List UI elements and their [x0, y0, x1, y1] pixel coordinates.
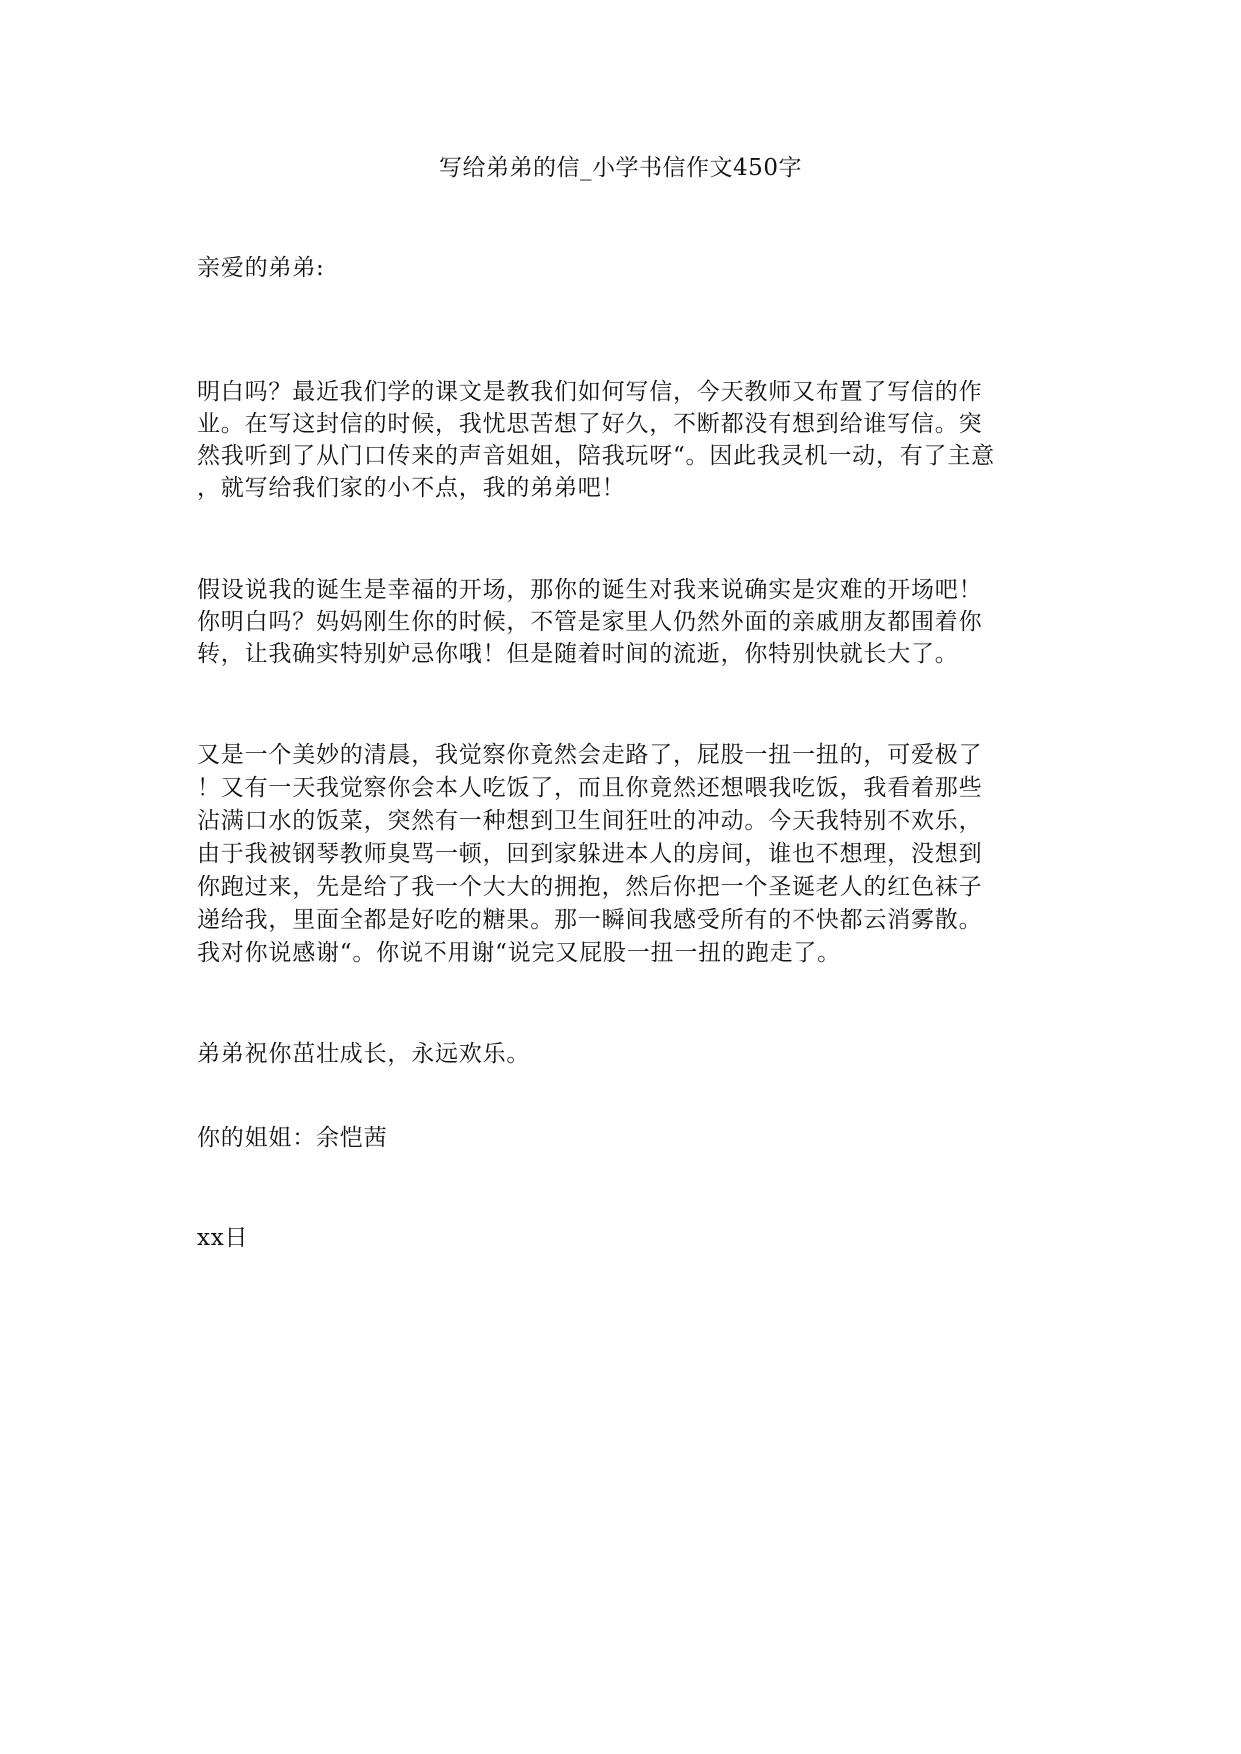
paragraph-line: 然我听到了从门口传来的声音姐姐，陪我玩呀“。因此我灵机一动，有了主意 — [197, 443, 995, 469]
closing-line: 弟弟祝你茁壮成长，永远欢乐。 — [197, 1041, 531, 1067]
paragraph-line: 你明白吗？妈妈刚生你的时候，不管是家里人仍然外面的亲戚朋友都围着你 — [197, 609, 983, 635]
paragraph-line: 业。在写这封信的时候，我忧思苦想了好久，不断都没有想到给谁写信。突 — [197, 411, 983, 437]
paragraph-line: 沾满口水的饭菜，突然有一种想到卫生间狂吐的冲动。今天我特别不欢乐， — [197, 808, 983, 834]
document-title: 写给弟弟的信_小学书信作文450字 — [439, 155, 802, 181]
paragraph-line: ，就写给我们家的小不点，我的弟弟吧！ — [197, 475, 626, 501]
signature: 你的姐姐：余恺茜 — [197, 1125, 388, 1151]
paragraph-line: 假设说我的诞生是幸福的开场，那你的诞生对我来说确实是灾难的开场吧！ — [197, 577, 983, 603]
date: xx日 — [197, 1225, 249, 1251]
paragraph-line: ！又有一天我觉察你会本人吃饭了，而且你竟然还想喂我吃饭，我看着那些 — [197, 775, 983, 801]
paragraph-line: 由于我被钢琴教师臭骂一顿，回到家躲进本人的房间，谁也不想理，没想到 — [197, 841, 983, 867]
paragraph-line: 又是一个美妙的清晨，我觉察你竟然会走路了，屁股一扭一扭的，可爱极了 — [197, 742, 983, 768]
paragraph-line: 你跑过来，先是给了我一个大大的拥抱，然后你把一个圣诞老人的红色袜子 — [197, 874, 983, 900]
paragraph-line: 转，让我确实特别妒忌你哦！但是随着时间的流逝，你特别快就长大了。 — [197, 641, 959, 667]
salutation: 亲爱的弟弟: — [197, 255, 325, 281]
paragraph-line: 明白吗？最近我们学的课文是教我们如何写信，今天教师又布置了写信的作 — [197, 379, 983, 405]
paragraph-line: 我对你说感谢“。你说不用谢“说完又屁股一扭一扭的跑走了。 — [197, 940, 841, 966]
paragraph-line: 递给我，里面全都是好吃的糖果。那一瞬间我感受所有的不快都云消雾散。 — [197, 907, 983, 933]
